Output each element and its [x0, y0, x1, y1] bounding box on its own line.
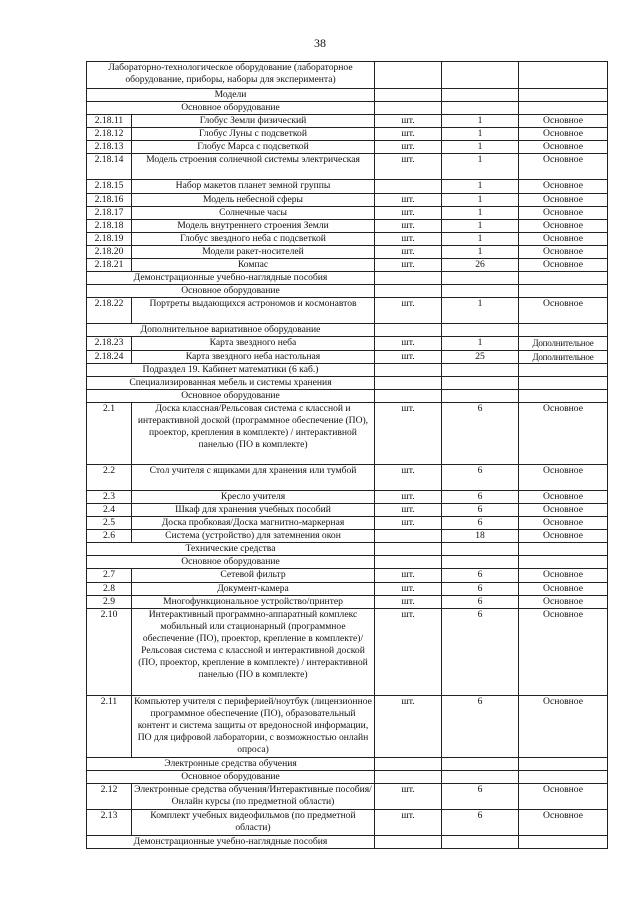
empty-cell	[375, 543, 442, 556]
section-row	[87, 556, 608, 569]
section-row	[87, 389, 608, 402]
item-unit: шт.	[375, 517, 442, 530]
item-unit: шт.	[375, 298, 442, 324]
section-heading: Технические средства	[87, 543, 375, 556]
item-type: Основное	[519, 582, 608, 595]
section-heading: Основное оборудование	[87, 102, 375, 115]
empty-cell	[442, 62, 519, 89]
item-unit	[375, 180, 442, 193]
item-name: Солнечные часы	[132, 206, 375, 219]
empty-cell	[442, 363, 519, 376]
item-quantity: 1	[442, 141, 519, 154]
item-name: Глобус Земли физический	[132, 115, 375, 128]
item-unit: шт.	[375, 569, 442, 582]
section-heading: Специализированная мебель и системы хранения	[87, 376, 375, 389]
item-number: 2.3	[87, 490, 132, 503]
empty-cell	[375, 102, 442, 115]
empty-cell	[375, 556, 442, 569]
section-heading: Демонстрационные учебно-наглядные пособия	[87, 835, 375, 848]
empty-cell	[375, 757, 442, 770]
table-row	[87, 569, 608, 582]
item-quantity: 6	[442, 783, 519, 809]
section-row	[87, 835, 608, 848]
table-row	[87, 608, 608, 695]
item-number: 2.7	[87, 569, 132, 582]
item-unit: шт.	[375, 582, 442, 595]
item-quantity: 6	[442, 608, 519, 695]
section-row	[87, 102, 608, 115]
empty-cell	[375, 285, 442, 298]
empty-cell	[375, 389, 442, 402]
empty-cell	[375, 363, 442, 376]
table-row	[87, 517, 608, 530]
item-unit: шт.	[375, 245, 442, 258]
item-name: Модель внутреннего строения Земли	[132, 219, 375, 232]
item-name: Набор макетов планет земной группы	[132, 180, 375, 193]
table-row	[87, 402, 608, 464]
table-row	[87, 464, 608, 490]
item-number: 2.5	[87, 517, 132, 530]
item-type: Основное	[519, 232, 608, 245]
item-quantity: 1	[442, 206, 519, 219]
table-row	[87, 219, 608, 232]
table-row	[87, 259, 608, 272]
item-type: Основное	[519, 115, 608, 128]
item-type: Основное	[519, 245, 608, 258]
item-name: Доска пробковая/Доска магнитно-маркерная	[132, 517, 375, 530]
item-unit	[375, 530, 442, 543]
table-row	[87, 206, 608, 219]
item-name: Компьютер учителя с периферией/ноутбук (лицензионное программное обеспечение (ПО), образовательный контент и система защиты от вредоносной информации, ПО для цифровой лаборатории, с возможностью онлайн опроса)	[132, 695, 375, 757]
item-name: Сетевой фильтр	[132, 569, 375, 582]
item-number: 2.18.24	[87, 350, 132, 363]
table-row	[87, 503, 608, 516]
item-name: Многофункциональное устройство/принтер	[132, 595, 375, 608]
empty-cell	[442, 89, 519, 102]
item-unit: шт.	[375, 402, 442, 464]
section-heading: Демонстрационные учебно-наглядные пособия	[87, 272, 375, 285]
item-quantity: 1	[442, 128, 519, 141]
section-row	[87, 376, 608, 389]
empty-cell	[519, 363, 608, 376]
item-name: Глобус Марса с подсветкой	[132, 141, 375, 154]
empty-cell	[519, 389, 608, 402]
item-quantity: 6	[442, 695, 519, 757]
item-type: Основное	[519, 490, 608, 503]
item-unit: шт.	[375, 350, 442, 363]
item-type: Основное	[519, 141, 608, 154]
item-quantity: 1	[442, 245, 519, 258]
item-unit: шт.	[375, 503, 442, 516]
empty-cell	[442, 389, 519, 402]
table-row	[87, 490, 608, 503]
section-heading: Основное оборудование	[87, 389, 375, 402]
item-quantity: 6	[442, 809, 519, 835]
empty-cell	[442, 285, 519, 298]
item-type: Дополнительное	[519, 337, 608, 350]
item-number: 2.13	[87, 809, 132, 835]
item-quantity: 6	[442, 517, 519, 530]
item-quantity: 1	[442, 298, 519, 324]
equipment-table-body	[87, 61, 608, 849]
item-unit: шт.	[375, 809, 442, 835]
item-quantity: 1	[442, 180, 519, 193]
item-number: 2.18.15	[87, 180, 132, 193]
item-name: Шкаф для хранения учебных пособий	[132, 503, 375, 516]
item-quantity: 1	[442, 154, 519, 180]
table-row	[87, 298, 608, 324]
item-type: Основное	[519, 298, 608, 324]
empty-cell	[442, 556, 519, 569]
item-name: Стол учителя с ящиками для хранения или тумбой	[132, 464, 375, 490]
section-heading: Лабораторно-технологическое оборудование (лабораторное оборудование, приборы, наборы для эксперимента)	[87, 62, 375, 89]
item-unit: шт.	[375, 193, 442, 206]
item-unit: шт.	[375, 490, 442, 503]
item-type: Основное	[519, 503, 608, 516]
equipment-table	[86, 61, 608, 849]
section-row	[87, 757, 608, 770]
item-quantity: 1	[442, 219, 519, 232]
item-number: 2.9	[87, 595, 132, 608]
section-heading: Основное оборудование	[87, 285, 375, 298]
item-unit: шт.	[375, 337, 442, 350]
item-unit: шт.	[375, 464, 442, 490]
item-type: Основное	[519, 402, 608, 464]
item-quantity: 1	[442, 115, 519, 128]
empty-cell	[519, 556, 608, 569]
table-row	[87, 232, 608, 245]
item-name: Комплект учебных видеофильмов (по предметной области)	[132, 809, 375, 835]
empty-cell	[519, 272, 608, 285]
item-unit: шт.	[375, 783, 442, 809]
item-quantity: 26	[442, 259, 519, 272]
section-row	[87, 363, 608, 376]
item-unit: шт.	[375, 115, 442, 128]
item-quantity: 25	[442, 350, 519, 363]
item-number: 2.18.11	[87, 115, 132, 128]
empty-cell	[519, 89, 608, 102]
item-unit: шт.	[375, 128, 442, 141]
table-row	[87, 115, 608, 128]
empty-cell	[442, 757, 519, 770]
item-quantity: 6	[442, 582, 519, 595]
item-quantity: 1	[442, 337, 519, 350]
table-row	[87, 582, 608, 595]
item-type: Основное	[519, 695, 608, 757]
item-quantity: 6	[442, 569, 519, 582]
section-row	[87, 89, 608, 102]
item-number: 2.8	[87, 582, 132, 595]
table-row	[87, 245, 608, 258]
item-number: 2.6	[87, 530, 132, 543]
empty-cell	[519, 757, 608, 770]
item-name: Глобус Луны с подсветкой	[132, 128, 375, 141]
item-number: 2.12	[87, 783, 132, 809]
section-heading: Основное оборудование	[87, 770, 375, 783]
item-name: Система (устройство) для затемнения окон	[132, 530, 375, 543]
item-quantity: 1	[442, 193, 519, 206]
empty-cell	[519, 770, 608, 783]
table-row	[87, 595, 608, 608]
table-row	[87, 180, 608, 193]
section-row	[87, 543, 608, 556]
item-type: Основное	[519, 128, 608, 141]
empty-cell	[519, 62, 608, 89]
item-type: Основное	[519, 809, 608, 835]
item-number: 2.18.17	[87, 206, 132, 219]
item-number: 2.18.18	[87, 219, 132, 232]
empty-cell	[519, 835, 608, 848]
table-row	[87, 695, 608, 757]
empty-cell	[375, 324, 442, 337]
item-unit: шт.	[375, 206, 442, 219]
item-type: Основное	[519, 783, 608, 809]
item-name: Карта звездного неба	[132, 337, 375, 350]
item-type: Основное	[519, 569, 608, 582]
item-unit: шт.	[375, 154, 442, 180]
empty-cell	[519, 324, 608, 337]
table-row	[87, 154, 608, 180]
item-type: Основное	[519, 608, 608, 695]
item-quantity: 6	[442, 402, 519, 464]
item-quantity: 6	[442, 490, 519, 503]
item-type: Основное	[519, 219, 608, 232]
item-type: Дополнительное	[519, 350, 608, 363]
item-number: 2.18.22	[87, 298, 132, 324]
item-number: 2.18.13	[87, 141, 132, 154]
item-name: Модель строения солнечной системы электрическая	[132, 154, 375, 180]
item-unit: шт.	[375, 259, 442, 272]
item-quantity: 18	[442, 530, 519, 543]
empty-cell	[442, 376, 519, 389]
empty-cell	[442, 272, 519, 285]
item-unit: шт.	[375, 595, 442, 608]
item-type: Основное	[519, 206, 608, 219]
item-quantity: 6	[442, 503, 519, 516]
item-number: 2.4	[87, 503, 132, 516]
item-name: Глобус звездного неба с подсветкой	[132, 232, 375, 245]
table-row	[87, 193, 608, 206]
table-row	[87, 783, 608, 809]
empty-cell	[519, 376, 608, 389]
section-heading: Основное оборудование	[87, 556, 375, 569]
item-unit: шт.	[375, 695, 442, 757]
item-number: 2.18.21	[87, 259, 132, 272]
item-number: 2.18.16	[87, 193, 132, 206]
item-number: 2.18.20	[87, 245, 132, 258]
section-row	[87, 272, 608, 285]
empty-cell	[519, 543, 608, 556]
item-type: Основное	[519, 154, 608, 180]
section-heading: Подраздел 19. Кабинет математики (6 каб.)	[87, 363, 375, 376]
section-row	[87, 324, 608, 337]
item-quantity: 1	[442, 232, 519, 245]
empty-cell	[375, 62, 442, 89]
item-number: 2.10	[87, 608, 132, 695]
empty-cell	[375, 376, 442, 389]
table-row	[87, 337, 608, 350]
item-type: Основное	[519, 180, 608, 193]
item-name: Доска классная/Рельсовая система с классной и интерактивной доской (программное обеспечение (ПО), проектор, крепления в комплекте) / интерактивной панелью (ПО в комплекте)	[132, 402, 375, 464]
item-number: 2.11	[87, 695, 132, 757]
table-row	[87, 809, 608, 835]
item-type: Основное	[519, 193, 608, 206]
empty-cell	[375, 89, 442, 102]
item-type: Основное	[519, 464, 608, 490]
item-name: Карта звездного неба настольная	[132, 350, 375, 363]
item-name: Модели ракет-носителей	[132, 245, 375, 258]
item-unit: шт.	[375, 219, 442, 232]
section-heading: Дополнительное вариативное оборудование	[87, 324, 375, 337]
empty-cell	[519, 285, 608, 298]
item-name: Интерактивный программно-аппаратный комплекс мобильный или стационарный (программное обеспечение (ПО), проектор, крепление в комплекте)/Рельсовая система с классной и интерактивной доской (ПО, проектор, крепление в комплекте) / интерактивной панелью (ПО в комплекте)	[132, 608, 375, 695]
empty-cell	[442, 835, 519, 848]
item-name: Документ-камера	[132, 582, 375, 595]
empty-cell	[442, 543, 519, 556]
item-number: 2.1	[87, 402, 132, 464]
item-unit: шт.	[375, 141, 442, 154]
item-type: Основное	[519, 259, 608, 272]
item-number: 2.2	[87, 464, 132, 490]
item-name: Кресло учителя	[132, 490, 375, 503]
empty-cell	[519, 102, 608, 115]
empty-cell	[375, 770, 442, 783]
empty-cell	[375, 272, 442, 285]
item-type: Основное	[519, 517, 608, 530]
table-row	[87, 128, 608, 141]
section-row	[87, 62, 608, 89]
item-quantity: 6	[442, 595, 519, 608]
item-name: Модель небесной сферы	[132, 193, 375, 206]
item-unit: шт.	[375, 232, 442, 245]
item-type: Основное	[519, 530, 608, 543]
section-heading: Модели	[87, 89, 375, 102]
item-number: 2.18.14	[87, 154, 132, 180]
section-row	[87, 770, 608, 783]
item-unit: шт.	[375, 608, 442, 695]
empty-cell	[375, 835, 442, 848]
empty-cell	[442, 770, 519, 783]
table-row	[87, 350, 608, 363]
item-number: 2.18.12	[87, 128, 132, 141]
section-row	[87, 285, 608, 298]
section-heading: Электронные средства обучения	[87, 757, 375, 770]
item-type: Основное	[519, 595, 608, 608]
item-name: Портреты выдающихся астрономов и космонавтов	[132, 298, 375, 324]
item-number: 2.18.23	[87, 337, 132, 350]
item-name: Компас	[132, 259, 375, 272]
item-number: 2.18.19	[87, 232, 132, 245]
table-row	[87, 530, 608, 543]
table-row	[87, 141, 608, 154]
item-quantity: 6	[442, 464, 519, 490]
page-number: 38	[314, 36, 326, 50]
empty-cell	[442, 102, 519, 115]
empty-cell	[442, 324, 519, 337]
item-name: Электронные средства обучения/Интерактивные пособия/Онлайн курсы (по предметной области)	[132, 783, 375, 809]
